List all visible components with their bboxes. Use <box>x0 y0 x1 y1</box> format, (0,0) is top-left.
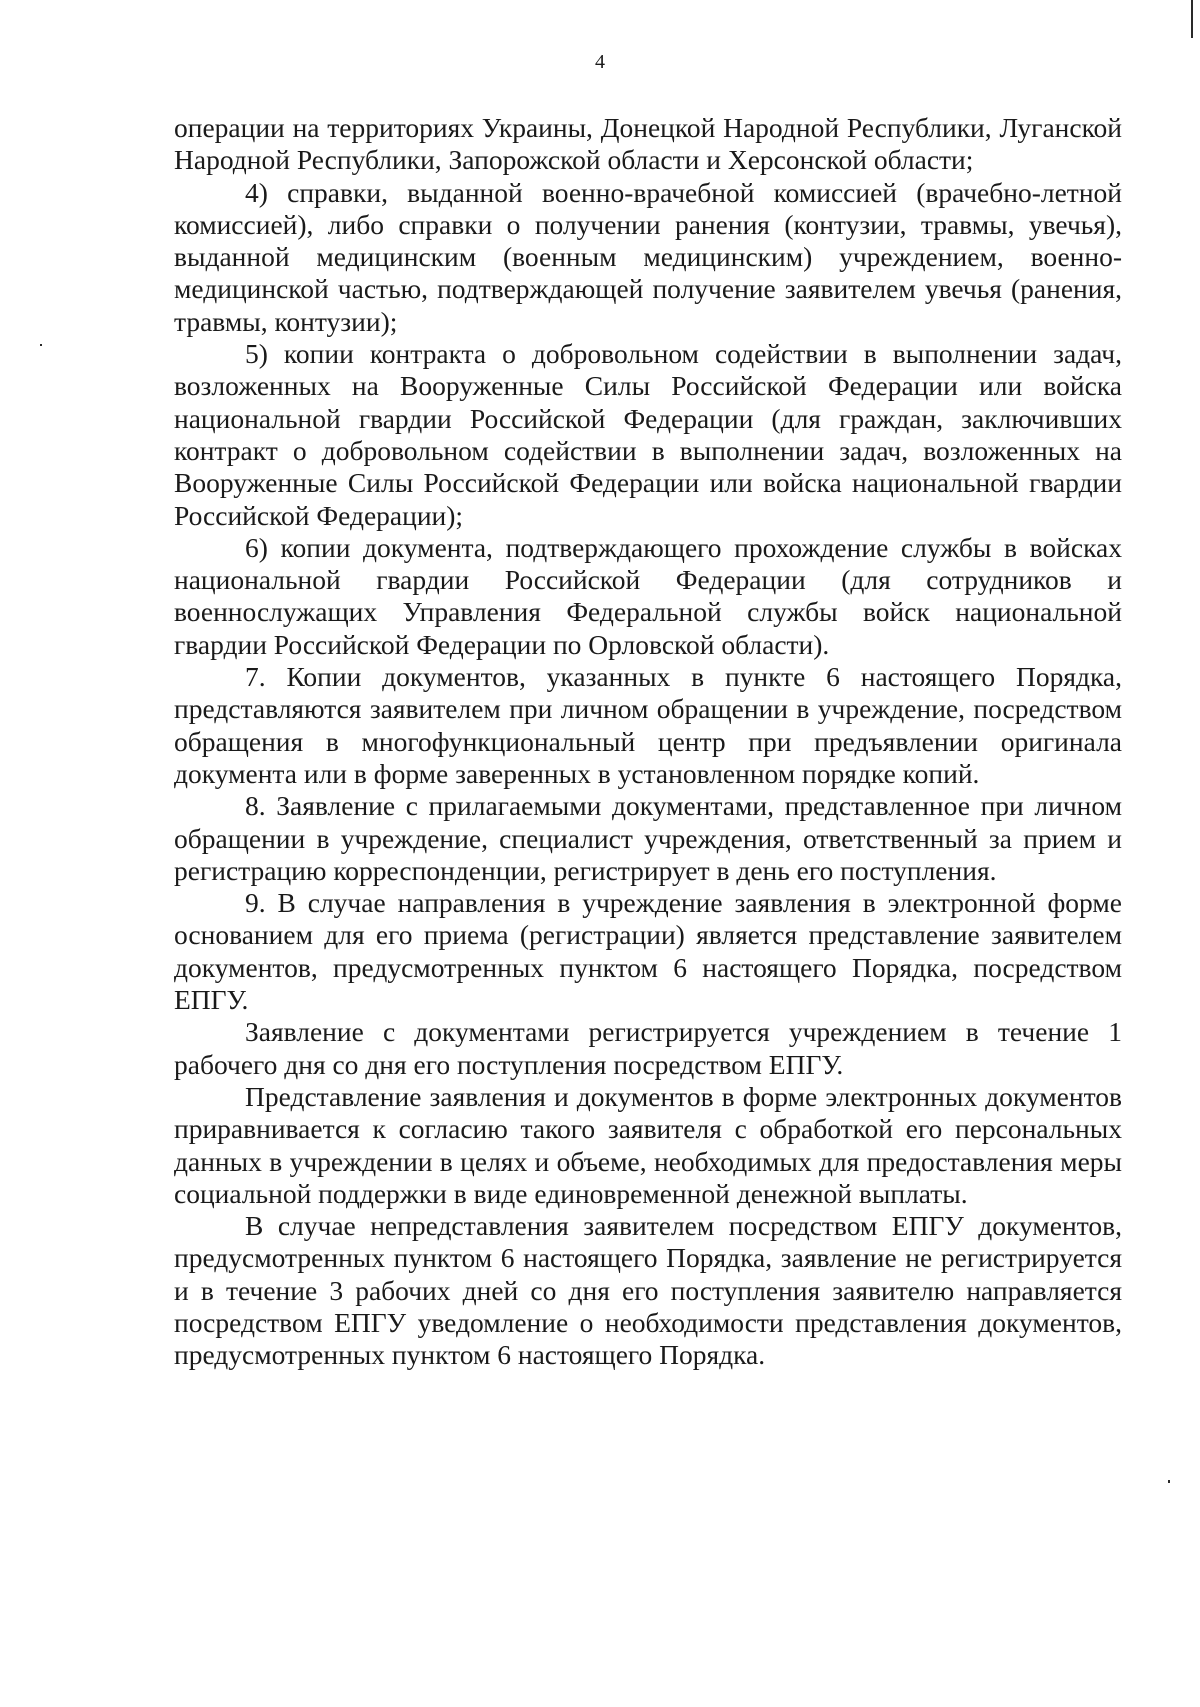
document-body <box>174 112 1122 1372</box>
paragraph-electronic-consent: Представление заявления и документов в форме электронных документов приравнивается к согласию такого заявителя с обработкой его персональных данных в учреждении в целях и объеме, необходимых для предоставления меры социальной поддержки в виде единовременной денежной выплаты. <box>174 1080 1122 1209</box>
scan-speck <box>40 344 42 346</box>
scan-edge-line <box>1191 0 1193 38</box>
scan-speck <box>1168 1480 1170 1483</box>
paragraph-registration-term: Заявление с документами регистрируется учреждением в течение 1 рабочего дня со дня его поступления посредством ЕПГУ. <box>174 1016 1122 1080</box>
paragraph-clause-8: 8. Заявление с прилагаемыми документами, представленное при личном обращении в учреждение, специалист учреждения, ответственный за прием и регистрацию корреспонденции, регистрирует в день его поступления. <box>174 790 1122 886</box>
paragraph-clause-7: 7. Копии документов, указанных в пункте 6 настоящего Порядка, представляются заявителем при личном обращении в учреждение, посредством обращения в многофункциональный центр при предъявлении оригинала документа или в форме заверенных в установленном порядке копий. <box>174 661 1122 789</box>
page-number: 4 <box>595 51 605 73</box>
paragraph-non-submission: В случае непредставления заявителем посредством ЕПГУ документов, предусмотренных пунктом 6 настоящего Порядка, заявление не регистрируется и в течение 3 рабочих дней со дня его поступления заявителю направляется посредством ЕПГУ уведомление о необходимости представления документов, предусмотренных пунктом 6 настоящего Порядка. <box>174 1210 1122 1371</box>
paragraph-continuation: операции на территориях Украины, Донецкой Народной Республики, Луганской Народной Республики, Запорожской области и Херсонской области; <box>174 112 1122 176</box>
paragraph-item-5: 5) копии контракта о добровольном содействии в выполнении задач, возложенных на Вооруженные Силы Российской Федерации или войска национальной гвардии Российской Федерации (для граждан, заключивших контракт о добровольном содействии в выполнении задач, возложенных на Вооруженные Силы Российской Федерации или войска национальной гвардии Российской Федерации); <box>174 338 1122 531</box>
paragraph-clause-9: 9. В случае направления в учреждение заявления в электронной форме основанием для его приема (регистрации) является представление заявителем документов, предусмотренных пунктом 6 настоящего Порядка, посредством ЕПГУ. <box>174 887 1122 1016</box>
paragraph-item-6: 6) копии документа, подтверждающего прохождение службы в войсках национальной гвардии Российской Федерации (для сотрудников и военнослужащих Управления Федеральной службы войск национальной гвардии Российской Федерации по Орловской области). <box>174 531 1122 660</box>
paragraph-item-4: 4) справки, выданной военно-врачебной комиссией (врачебно-летной комиссией), либо справки о получении ранения (контузии, травмы, увечья), выданной медицинским (военным медицинским) учреждением, военно-медицинской частью, подтверждающей получение заявителем увечья (ранения, травмы, контузии); <box>174 176 1122 337</box>
